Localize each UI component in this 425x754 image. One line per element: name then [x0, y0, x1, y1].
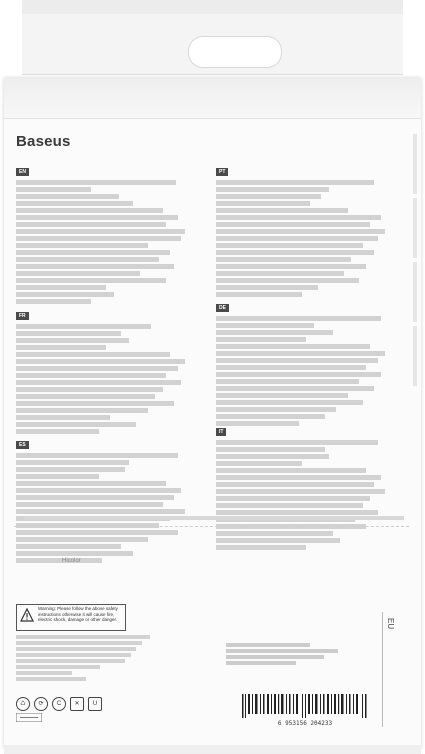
section-fr — [16, 304, 204, 434]
eco-icon: ⟳ — [34, 697, 48, 711]
section-tag: DE — [216, 304, 229, 312]
triman-icon — [16, 713, 42, 722]
warning-text: Warning: Please follow the above safety instructions otherwise it will cause fire, electric shock, damage or other danger. — [38, 606, 118, 623]
dashed-separator — [14, 526, 409, 527]
hang-tab-area — [0, 0, 425, 88]
warning-box — [16, 604, 126, 631]
section-tag: PT — [216, 168, 228, 176]
section-en — [16, 160, 204, 304]
section-tag: IT — [216, 428, 226, 436]
weee-icon: ✕ — [70, 697, 84, 711]
bottom-fold — [4, 745, 421, 754]
region-label-text: EU — [386, 618, 395, 630]
warning-icon — [20, 608, 34, 622]
section-tag: ES — [16, 441, 29, 449]
section-es — [16, 433, 204, 563]
hang-hole — [188, 36, 282, 68]
barcode — [240, 694, 370, 718]
ce-icon: C — [52, 697, 66, 711]
region-label — [382, 612, 413, 727]
section-tag: FR — [16, 312, 29, 320]
certification-icons — [16, 697, 106, 711]
section-de — [216, 296, 404, 426]
ukca-icon: U — [88, 697, 102, 711]
hicolor-text: Hicolor — [62, 558, 81, 564]
recycle-icon: ♺ — [16, 697, 30, 711]
barcode-number: 6 953156 204233 — [277, 720, 333, 727]
brand-logo: Baseus — [16, 133, 71, 150]
manufacturer-info — [16, 633, 156, 681]
section-pt — [216, 160, 404, 297]
hang-tab — [22, 14, 403, 75]
top-flap — [4, 78, 421, 119]
section-tag: EN — [16, 168, 29, 176]
product-label-text — [226, 641, 366, 665]
section-it — [216, 420, 404, 550]
disclaimer-line — [24, 516, 404, 520]
